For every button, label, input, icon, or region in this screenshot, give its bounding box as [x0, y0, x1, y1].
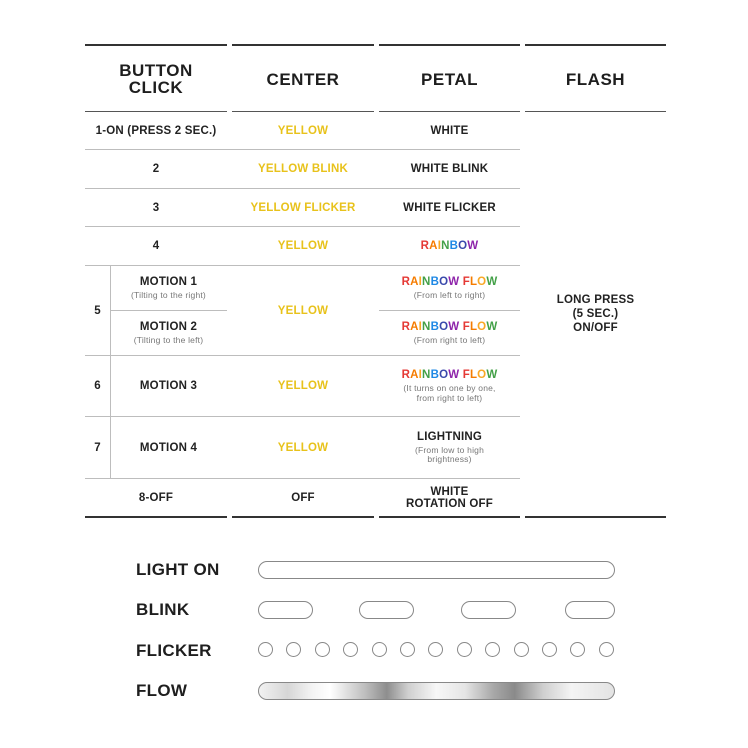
row2-click: 2 — [152, 163, 160, 175]
row7-sub-line1: (From low to high — [414, 444, 485, 455]
row5-petal1 — [379, 266, 520, 310]
flicker-dot — [258, 642, 273, 657]
flicker-dot — [286, 642, 301, 657]
row7-center: YELLOW — [277, 441, 329, 454]
motion1-sub: (Tilting to the right) — [131, 289, 206, 300]
motion2-sub: (Tilting to the left) — [133, 334, 204, 345]
row7-sub-line2: brightness) — [427, 454, 472, 464]
rainbow-text: RAINBOW FLOW — [401, 320, 498, 333]
row2-petal: WHITE BLINK — [410, 163, 489, 175]
row3-click: 3 — [152, 201, 160, 214]
row6-center: YELLOW — [277, 380, 329, 392]
header-button-click — [85, 60, 227, 98]
row5-petal2 — [379, 311, 520, 355]
rainbow-text: RAINBOW FLOW — [401, 369, 498, 381]
row7-number: 7 — [94, 441, 101, 454]
flicker-dot — [400, 642, 415, 657]
flash-cell — [525, 112, 666, 516]
row1-petal: WHITE — [430, 124, 469, 137]
row4-petal — [379, 227, 520, 265]
blink-segment — [461, 601, 516, 619]
row8-petal — [379, 479, 520, 516]
petal2-sub: (From right to left) — [413, 334, 486, 345]
header-button-click-line2: CLICK — [128, 78, 184, 97]
row6-sub-line2: from right to left) — [416, 392, 483, 403]
row5-center: YELLOW — [277, 304, 329, 317]
row8-petal-line1: WHITE — [430, 485, 469, 498]
legend-flicker: FLICKER — [136, 641, 212, 660]
flicker-dot — [542, 642, 557, 657]
flicker-dot — [343, 642, 358, 657]
rainbow-text: RAINBOW — [420, 240, 479, 252]
legend-light-on: LIGHT ON — [136, 560, 220, 579]
header-flash: FLASH — [565, 69, 626, 89]
row6-petal-sub — [403, 384, 495, 403]
flicker-dot — [315, 642, 330, 657]
row3-center: YELLOW FLICKER — [250, 201, 356, 214]
flicker-dot — [457, 642, 472, 657]
flicker-dot — [599, 642, 614, 657]
row6-number: 6 — [94, 380, 101, 392]
light-on-bar — [258, 561, 615, 579]
motion2-label: MOTION 2 — [139, 320, 198, 333]
rainbow-text: RAINBOW FLOW — [401, 275, 498, 288]
flicker-dot — [372, 642, 387, 657]
row5-motion1 — [110, 266, 227, 310]
petal1-sub: (From left to right) — [413, 289, 486, 300]
row4-click: 4 — [152, 240, 160, 252]
row4-center: YELLOW — [277, 240, 329, 252]
row6-petal — [379, 356, 520, 416]
legend-blink: BLINK — [136, 600, 190, 619]
flash-line3: ON/OFF — [573, 322, 618, 334]
row7-petal — [379, 417, 520, 478]
row6-motion: MOTION 3 — [139, 380, 198, 392]
row6-sub-line1: (It turns on one by one, — [403, 383, 496, 393]
row8-center: OFF — [291, 491, 315, 504]
row8-click: 8-OFF — [138, 491, 174, 504]
flicker-dot — [514, 642, 529, 657]
row5-motion2 — [110, 311, 227, 355]
blink-segment — [359, 601, 414, 619]
row8-petal-line2: ROTATION OFF — [406, 497, 493, 510]
flash-line2: (5 SEC.) — [572, 308, 619, 320]
row7-petal-label: LIGHTNING — [416, 430, 483, 443]
motion1-label: MOTION 1 — [139, 275, 198, 288]
blink-segment — [565, 601, 615, 619]
row3-petal: WHITE FLICKER — [403, 201, 496, 214]
row5-number: 5 — [94, 304, 101, 317]
header-petal: PETAL — [421, 69, 478, 89]
legend-flow: FLOW — [136, 681, 188, 700]
header-button-click-line1: BUTTON — [119, 61, 193, 80]
flicker-dot — [428, 642, 443, 657]
row7-petal-sub — [415, 446, 484, 465]
row2-center: YELLOW BLINK — [258, 163, 348, 175]
row7-motion: MOTION 4 — [139, 441, 198, 454]
flicker-dot — [570, 642, 585, 657]
flicker-dot — [485, 642, 500, 657]
row1-click: 1-ON (PRESS 2 SEC.) — [95, 124, 217, 137]
blink-segment — [258, 601, 313, 619]
header-center: CENTER — [266, 69, 340, 89]
row1-center: YELLOW — [277, 124, 329, 137]
flow-bar — [258, 682, 615, 700]
flash-line1: LONG PRESS — [556, 294, 635, 306]
